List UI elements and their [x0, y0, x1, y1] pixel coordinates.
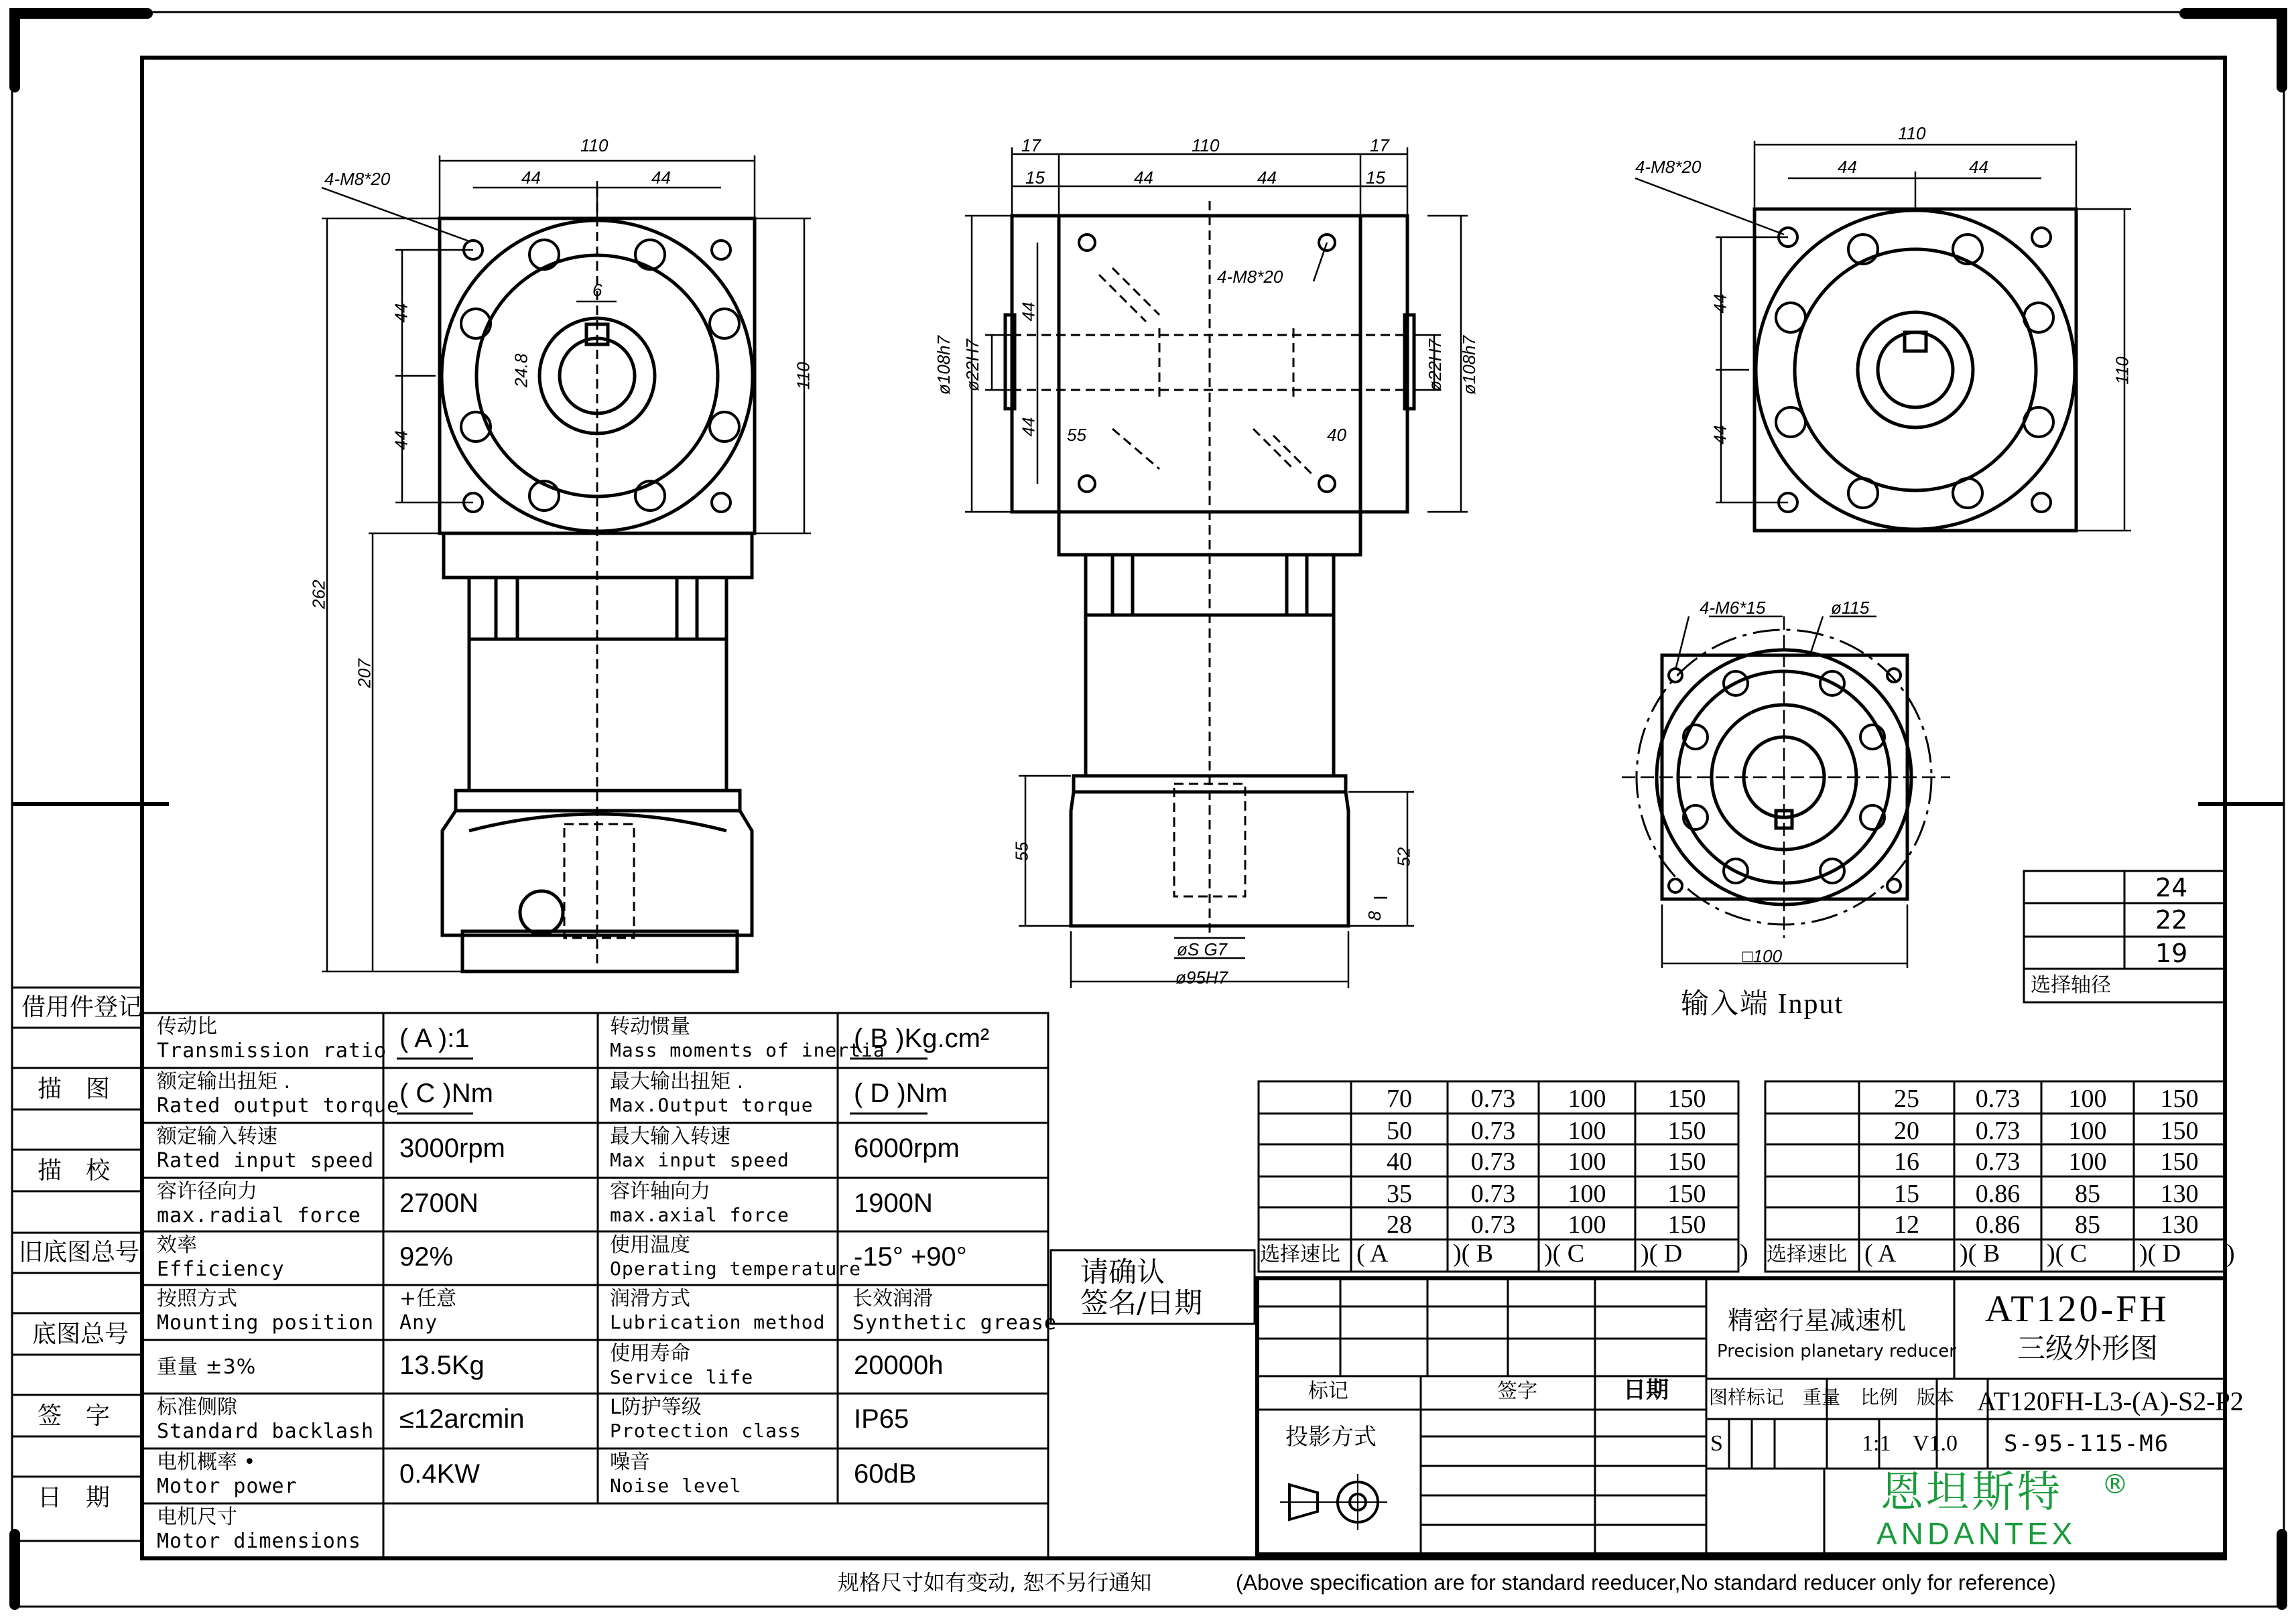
ratio-cell: 0.73	[1470, 1085, 1516, 1113]
ratio-cell: 12	[1894, 1211, 1919, 1239]
part-number: AT120FH-L3-(A)-S2-P2	[1977, 1386, 2244, 1416]
spec-value: 长效润滑	[852, 1287, 933, 1310]
spec-value: 92%	[399, 1242, 454, 1272]
ratio-cell: 85	[2075, 1211, 2100, 1239]
product-name-cn: 精密行星减速机	[1728, 1306, 1907, 1335]
dim-8-v: 8	[1364, 911, 1385, 921]
ratio-cell: 0.73	[1975, 1085, 2021, 1113]
register-item: 旧底图总号	[19, 1239, 140, 1266]
product-name-en: Precision planetary reducer	[1717, 1341, 1956, 1361]
spec-value: 6000rpm	[854, 1134, 960, 1163]
dim-44-v: 44	[1710, 425, 1730, 445]
spec-label-cn: 使用寿命	[610, 1342, 690, 1365]
register-item: 底图总号	[32, 1321, 129, 1348]
spec-label-en: Rated output torque	[157, 1094, 400, 1118]
ratio-select-slot: )( B	[1453, 1239, 1494, 1268]
view-input	[1622, 616, 1950, 968]
spec-label-cn: L防护等级	[610, 1396, 702, 1419]
v-sample: S	[1710, 1431, 1723, 1456]
dim-d95: ø95H7	[1175, 967, 1228, 988]
v-scale: 1:1	[1862, 1431, 1891, 1456]
h-version: 版本	[1917, 1386, 1955, 1408]
dim-d22: ø22H7	[1425, 338, 1446, 392]
ratio-select-slot: )( C	[1544, 1239, 1585, 1268]
ratio-cell: 28	[1387, 1211, 1412, 1239]
shaft-value: 22	[2155, 905, 2188, 935]
input-caption: 输入端 Input	[1681, 989, 1844, 1020]
v-version: V1.0	[1913, 1431, 1958, 1456]
spec-value: ( B )Kg.cm²	[854, 1024, 990, 1053]
view-front-right	[1635, 141, 2131, 531]
ratio-cell: 150	[2160, 1117, 2199, 1145]
spec-label-cn: 传动比	[157, 1015, 217, 1038]
view-front-left	[322, 155, 814, 971]
ratio-cell: 35	[1387, 1180, 1412, 1208]
h-weight: 重量	[1803, 1386, 1841, 1408]
spec-label-cn: 润滑方式	[610, 1287, 690, 1310]
spec-value: -15° +90°	[854, 1242, 967, 1272]
spec-value: 2700N	[399, 1189, 479, 1218]
dim-ds: øS G7	[1177, 939, 1228, 959]
ratio-select-slot: ( A	[1356, 1239, 1389, 1268]
ratio-cell: 150	[1667, 1085, 1706, 1113]
spec-value: Synthetic grease	[852, 1311, 1057, 1335]
ratio-cell: 85	[2075, 1180, 2100, 1208]
spec-label-en: Mass moments of inertia	[610, 1039, 885, 1061]
ratio-select-slot: )( B	[1960, 1239, 2000, 1268]
dim-44: 44	[1257, 167, 1277, 188]
ratio-cell: 150	[1667, 1211, 1706, 1239]
spec-value: 1900N	[854, 1189, 933, 1218]
ratio-select-slot: )	[2226, 1239, 2235, 1268]
dim-key: 6	[592, 280, 602, 300]
drawing-name: 三级外形图	[2017, 1332, 2159, 1365]
ratio-cell: 40	[1387, 1148, 1412, 1176]
dim-110-v: 110	[2112, 356, 2132, 385]
dim-110: 110	[1192, 135, 1220, 155]
col-date: 日期	[1623, 1377, 1669, 1404]
register-item: 描 图	[38, 1075, 111, 1103]
spec-label-cn: 容许轴向力	[610, 1180, 710, 1203]
ratio-cell: 0.73	[1470, 1117, 1516, 1145]
spec-value: 20000h	[854, 1351, 944, 1380]
dim-holes: 4-M8*20	[1217, 267, 1283, 287]
spec-label-en: Protection class	[610, 1420, 802, 1442]
spec-label-cn: 使用温度	[610, 1233, 690, 1257]
dim-207: 207	[354, 659, 375, 688]
model-number: AT120-FH	[1985, 1288, 2169, 1330]
dim-44-v: 44	[1710, 293, 1730, 314]
spec-label-cn: 电机尺寸	[157, 1505, 237, 1529]
spec-label-en: Max input speed	[610, 1149, 789, 1171]
spec-label-en: Transmission ratio	[157, 1039, 387, 1063]
spec-label-en: Operating temperature	[610, 1258, 862, 1280]
ratio-select-label: 选择速比	[1767, 1243, 1847, 1266]
shaft-label: 选择轴径	[2031, 973, 2111, 997]
ratio-cell: 16	[1894, 1148, 1919, 1176]
shaft-value: 24	[2155, 873, 2188, 902]
dim-d115: ø115	[1831, 598, 1870, 618]
spec-label-cn: 容许径向力	[157, 1180, 257, 1203]
dim-sq100: □100	[1742, 946, 1783, 966]
col-mark: 标记	[1308, 1379, 1348, 1403]
dim-110: 110	[1898, 123, 1926, 143]
ratio-cell: 100	[1568, 1148, 1606, 1176]
spec-label-en: Noise level	[610, 1475, 742, 1497]
register-item: 日 期	[38, 1484, 111, 1511]
dim-44: 44	[1134, 167, 1153, 188]
spec-value: IP65	[854, 1404, 909, 1434]
projection-symbol	[1280, 1474, 1387, 1530]
ratio-cell: 150	[1667, 1117, 1706, 1145]
h-scale: 比例	[1860, 1386, 1899, 1408]
footnote-en: (Above specification are for standard reeducer,No standard reducer only for reference)	[1236, 1570, 2056, 1595]
ratio-cell: 150	[2160, 1085, 2199, 1113]
ratio-cell: 130	[2160, 1180, 2199, 1208]
brand-registered-mark: ®	[2102, 1469, 2128, 1500]
spec-label-en: 重量 ±3%	[157, 1355, 257, 1379]
spec-value: 13.5Kg	[399, 1351, 485, 1380]
spec-label-cn: 转动惯量	[610, 1015, 690, 1038]
ratio-cell: 0.73	[1975, 1117, 2021, 1145]
col-sign: 签字	[1497, 1379, 1537, 1403]
spec-value: 3000rpm	[399, 1134, 505, 1163]
dim-44: 44	[521, 167, 541, 188]
ratio-cell: 0.73	[1470, 1148, 1516, 1176]
ratio-cell: 0.86	[1975, 1180, 2021, 1208]
spec-value: ≤12arcmin	[399, 1404, 525, 1434]
dim-44-v: 44	[1018, 301, 1039, 322]
ratio-cell: 150	[1667, 1148, 1706, 1176]
dim-holes: 4-M8*20	[324, 169, 391, 189]
dim-40: 40	[1327, 425, 1346, 445]
ratio-cell: 100	[2068, 1085, 2107, 1113]
spec-label-en: Max.Output torque	[610, 1094, 814, 1116]
spec-label-en: Lubrication method	[610, 1311, 826, 1333]
dim-17: 17	[1370, 135, 1389, 155]
ratio-cell: 0.73	[1975, 1148, 2021, 1176]
spec-label-cn: 额定输出扭矩 .	[157, 1070, 291, 1093]
view-side-center	[962, 147, 1468, 988]
spec-label-cn: 按照方式	[157, 1287, 237, 1310]
dim-44: 44	[1969, 157, 1988, 177]
dim-44-v: 44	[391, 430, 411, 450]
dim-44: 44	[1838, 157, 1857, 177]
dim-110-v: 110	[793, 362, 814, 390]
dim-holes: 4-M6*15	[1700, 598, 1766, 618]
spec-label-cn: 最大输入转速	[610, 1125, 730, 1148]
ratio-cell: 100	[2068, 1148, 2107, 1176]
spec-value: 60dB	[854, 1459, 917, 1489]
ratio-cell: 150	[2160, 1148, 2199, 1176]
dim-holes: 4-M8*20	[1635, 157, 1702, 177]
ratio-cell: 50	[1387, 1117, 1412, 1145]
ratio-cell: 100	[1568, 1180, 1606, 1208]
dim-52-v: 52	[1393, 847, 1414, 867]
footnote-cn: 规格尺寸如有变动, 恕不另行通知	[838, 1570, 1152, 1595]
dim-262: 262	[308, 580, 329, 609]
dim-44-v: 44	[1018, 417, 1039, 437]
spec-value: 0.4KW	[399, 1459, 481, 1489]
ratio-cell: 0.73	[1470, 1180, 1516, 1208]
spec-label-en: Motor power	[157, 1475, 298, 1498]
shaft-value: 19	[2155, 939, 2188, 968]
dim-d108: ø108h7	[1459, 335, 1480, 395]
spec-value: ( C )Nm	[399, 1079, 493, 1108]
ratio-cell: 100	[2068, 1117, 2107, 1145]
ratio-cell: 100	[1568, 1211, 1606, 1239]
spec-value: ( A ):1	[399, 1024, 470, 1053]
projection-label: 投影方式	[1285, 1424, 1377, 1451]
confirm-line-1: 请确认	[1080, 1256, 1165, 1288]
ratio-cell: 0.73	[1470, 1211, 1516, 1239]
dim-55: 55	[1067, 425, 1086, 445]
dim-44-v: 44	[391, 303, 411, 323]
dim-44: 44	[651, 167, 671, 188]
register-item: 签 字	[38, 1402, 111, 1430]
brand-name-en: ANDANTEX	[1876, 1516, 2077, 1551]
spec-label-cn: 额定输入转速	[157, 1125, 277, 1148]
ratio-cell: 70	[1387, 1085, 1412, 1113]
dim-15: 15	[1025, 167, 1045, 188]
spec-label-en: Standard backlash	[157, 1420, 375, 1443]
borrow-register: 借用件登记	[21, 994, 143, 1021]
spec-label-en: Motor dimensions	[157, 1530, 361, 1553]
spec-label-en: max.axial force	[610, 1204, 789, 1226]
h-sample: 图样标记	[1709, 1386, 1785, 1408]
brand-name-cn: 恩坦斯特	[1880, 1468, 2063, 1518]
spec-label-cn: 效率	[157, 1233, 197, 1257]
ratio-select-slot: )( D	[1641, 1239, 1683, 1268]
spec-label-en: Rated input speed	[157, 1149, 375, 1172]
dim-55-v: 55	[1011, 841, 1032, 862]
ratio-select-slot: )( C	[2047, 1239, 2088, 1268]
spec-label-en: Service life	[610, 1366, 754, 1388]
ratio-cell: 100	[1568, 1117, 1606, 1145]
ratio-select-slot: ( A	[1864, 1239, 1897, 1268]
register-item: 描 校	[38, 1157, 111, 1185]
dim-17: 17	[1021, 135, 1041, 155]
confirm-line-2: 签名/日期	[1080, 1286, 1203, 1319]
spec-label-en: max.radial force	[157, 1204, 361, 1227]
sub-number: S-95-115-M6	[2004, 1430, 2170, 1457]
ratio-select-label: 选择速比	[1260, 1243, 1340, 1266]
spec-label-cn: 标准侧隙	[157, 1396, 237, 1419]
ratio-cell: 0.86	[1975, 1211, 2021, 1239]
ratio-cell: 20	[1894, 1117, 1919, 1145]
spec-value: ( D )Nm	[854, 1079, 948, 1108]
dim-d108: ø108h7	[934, 335, 954, 395]
spec-label-cn: 噪音	[610, 1451, 650, 1474]
ratio-cell: 150	[1667, 1180, 1706, 1208]
spec-label-cn: 电机概率 •	[157, 1451, 256, 1474]
ratio-cell: 25	[1894, 1085, 1919, 1113]
ratio-cell: 100	[1568, 1085, 1606, 1113]
ratio-cell: 15	[1894, 1180, 1919, 1208]
spec-value: Any	[399, 1311, 438, 1335]
ratio-cell: 130	[2160, 1211, 2199, 1239]
dim-15: 15	[1366, 167, 1385, 188]
ratio-select-slot: )	[1740, 1239, 1748, 1268]
dim-shaft: 24.8	[511, 353, 531, 388]
spec-value: +任意	[399, 1287, 457, 1310]
ratio-select-slot: )( D	[2139, 1239, 2181, 1268]
dim-110: 110	[580, 135, 609, 155]
spec-label-en: Mounting position	[157, 1311, 375, 1335]
spec-label-cn: 最大输出扭矩 .	[610, 1070, 744, 1093]
dim-d22: ø22H7	[962, 338, 983, 392]
spec-label-en: Efficiency	[157, 1258, 285, 1281]
